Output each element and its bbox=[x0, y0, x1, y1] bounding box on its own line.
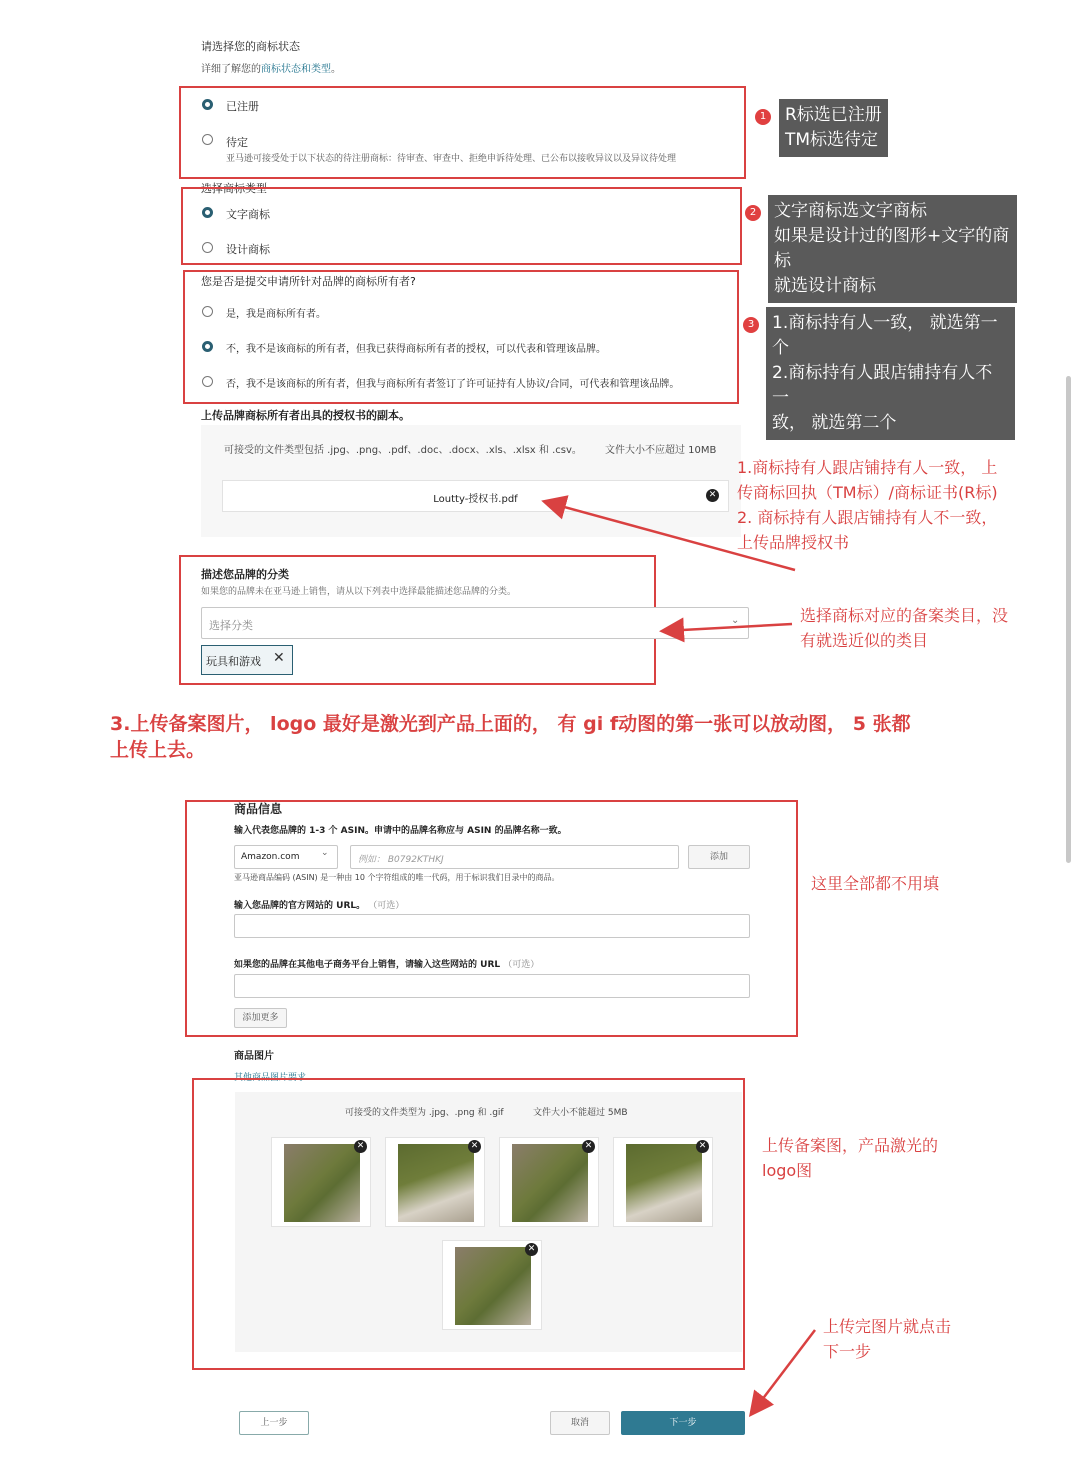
product-images-heading: 商品图片 bbox=[234, 1051, 274, 1062]
upload-auth-size: 文件大小不应超过 10MB bbox=[605, 445, 717, 456]
red1-line4: 上传品牌授权书 bbox=[737, 533, 850, 552]
annotation-badge-2: 2 bbox=[745, 205, 761, 221]
annotation-product-info: 这里全部都不用填 bbox=[811, 874, 940, 893]
scrollbar-thumb[interactable] bbox=[1066, 376, 1071, 863]
product-info-heading: 商品信息 bbox=[234, 802, 283, 816]
radio-owner-authorized-label: 不，我不是该商标的所有者，但我已获得商标所有者的授权，可以代表和管理该品牌。 bbox=[226, 344, 606, 355]
upload-auth-heading: 上传品牌商标所有者出具的授权书的副本。 bbox=[201, 409, 410, 422]
url-label-text: 输入您品牌的官方网站的 URL。 bbox=[234, 901, 366, 911]
marketplace-value: Amazon.com bbox=[241, 852, 300, 862]
remove-file-icon[interactable]: ✕ bbox=[706, 489, 719, 502]
remove-image-icon[interactable]: ✕ bbox=[696, 1140, 709, 1153]
images-size-limit: 文件大小不能超过 5MB bbox=[533, 1108, 628, 1118]
red2-line1: 选择商标对应的备案类目，没 bbox=[800, 606, 1009, 625]
asin-placeholder: 例如： B0792KTHKJ bbox=[358, 855, 444, 865]
note1-line2: TM标选待定 bbox=[785, 130, 879, 150]
radio-pending-label: 待定 bbox=[226, 136, 248, 149]
category-placeholder: 选择分类 bbox=[209, 619, 253, 632]
red1-line2: 传商标回执（TM标）/商标证书(R标) bbox=[737, 483, 998, 502]
section3-title-line1: 3.上传备案图片， logo 最好是激光到产品上面的， 有 gi f动图的第一张可以放动图， 5 张都 bbox=[110, 713, 911, 735]
learn-suffix: 。 bbox=[331, 64, 341, 75]
category-chip-label: 玩具和游戏 bbox=[206, 655, 261, 668]
note2-line3: 就选设计商标 bbox=[774, 276, 876, 296]
radio-owner-license-label: 否，我不是该商标的所有者，但我与商标所有者签订了许可证持有人协议/合同，可代表和管理该品牌。 bbox=[226, 379, 680, 390]
url-optional: （可选） bbox=[368, 901, 405, 911]
asin-help: 亚马逊商品编码 (ASIN) 是一种由 10 个字符组成的唯一代码，用于标识我们目录中的商品。 bbox=[234, 873, 560, 882]
radio-owner-yes-label: 是，我是商标所有者。 bbox=[226, 309, 326, 320]
red5-line1: 上传完图片就点击 bbox=[823, 1317, 952, 1336]
radio-registered-label: 已注册 bbox=[226, 100, 259, 113]
red4-line2: logo图 bbox=[762, 1161, 813, 1180]
note3-line2: 2.商标持有人跟店铺持有人不一 bbox=[772, 363, 993, 408]
section3-title-line2: 上传上去。 bbox=[110, 739, 206, 761]
other-url-optional: （可选） bbox=[503, 960, 540, 970]
red1-line1: 1.商标持有人跟店铺持有人一致， 上 bbox=[737, 458, 998, 477]
pending-description: 亚马逊可接受处于以下状态的待注册商标：待审查、审查中、拒绝申诉待处理、已公布以接收异议以及异议待处理 bbox=[226, 154, 677, 164]
trademark-type-heading: 选择商标类型 bbox=[201, 182, 267, 195]
arrow-to-category bbox=[664, 624, 792, 631]
uploaded-file-name: Loutty-授权书.pdf bbox=[433, 494, 518, 505]
add-asin-button[interactable]: 添加 bbox=[688, 845, 750, 869]
note3-line3: 致， 就选第二个 bbox=[772, 413, 897, 433]
arrow-to-next bbox=[752, 1330, 815, 1413]
chevron-down-icon: ⌄ bbox=[731, 615, 740, 626]
red2-line2: 有就选近似的类目 bbox=[800, 631, 929, 650]
images-accepted: 可接受的文件类型为 .jpg、.png 和 .gif bbox=[345, 1108, 504, 1118]
radio-design-mark-label: 设计商标 bbox=[226, 243, 270, 256]
remove-image-icon[interactable]: ✕ bbox=[525, 1243, 538, 1256]
remove-image-icon[interactable]: ✕ bbox=[468, 1140, 481, 1153]
annotation-badge-1: 1 bbox=[755, 109, 771, 125]
note1-line1: R标选已注册 bbox=[785, 105, 882, 125]
other-url-label-text: 如果您的品牌在其他电子商务平台上销售，请输入这些网站的 URL bbox=[234, 960, 501, 970]
asin-label: 输入代表您品牌的 1-3 个 ASIN。申请中的品牌名称应与 ASIN 的品牌名称一致。 bbox=[234, 826, 567, 836]
category-heading: 描述您品牌的分类 bbox=[201, 568, 289, 581]
category-help: 如果您的品牌未在亚马逊上销售，请从以下列表中选择最能描述您品牌的分类。 bbox=[201, 587, 517, 597]
arrow-to-file bbox=[546, 502, 795, 570]
annotation-badge-3: 3 bbox=[743, 317, 759, 333]
remove-image-icon[interactable]: ✕ bbox=[582, 1140, 595, 1153]
red4-line1: 上传备案图，产品激光的 bbox=[762, 1136, 939, 1155]
red5-line2: 下一步 bbox=[823, 1342, 872, 1361]
note2-line2: 如果是设计过的图形+文字的商标 bbox=[774, 226, 1010, 271]
marketplace-chevron-icon: ⌄ bbox=[321, 848, 329, 858]
note2-line1: 文字商标选文字商标 bbox=[774, 201, 927, 221]
add-more-button[interactable]: 添加更多 bbox=[234, 1008, 287, 1028]
owner-question: 您是否是提交申请所针对品牌的商标所有者? bbox=[201, 275, 416, 288]
image-requirements-link[interactable]: 其他商品图片要求 bbox=[234, 1073, 307, 1083]
upload-auth-accepted: 可接受的文件类型包括 .jpg、.png、.pdf、.doc、.docx、.xls、.xlsx 和 .csv。 bbox=[224, 445, 582, 456]
learn-more-link[interactable]: 商标状态和类型 bbox=[261, 64, 331, 75]
prev-button[interactable]: 上一步 bbox=[239, 1411, 309, 1435]
learn-prefix: 详细了解您的 bbox=[201, 64, 261, 75]
chip-close-icon[interactable]: ✕ bbox=[273, 650, 285, 666]
cancel-button[interactable]: 取消 bbox=[550, 1411, 610, 1435]
note3-line1: 1.商标持有人一致， 就选第一个 bbox=[772, 313, 998, 358]
next-button[interactable]: 下一步 bbox=[621, 1411, 745, 1435]
remove-image-icon[interactable]: ✕ bbox=[354, 1140, 367, 1153]
radio-word-mark-label: 文字商标 bbox=[226, 208, 270, 221]
red1-line3: 2. 商标持有人跟店铺持有人不一致， bbox=[737, 508, 998, 527]
trademark-status-heading: 请选择您的商标状态 bbox=[201, 40, 300, 53]
